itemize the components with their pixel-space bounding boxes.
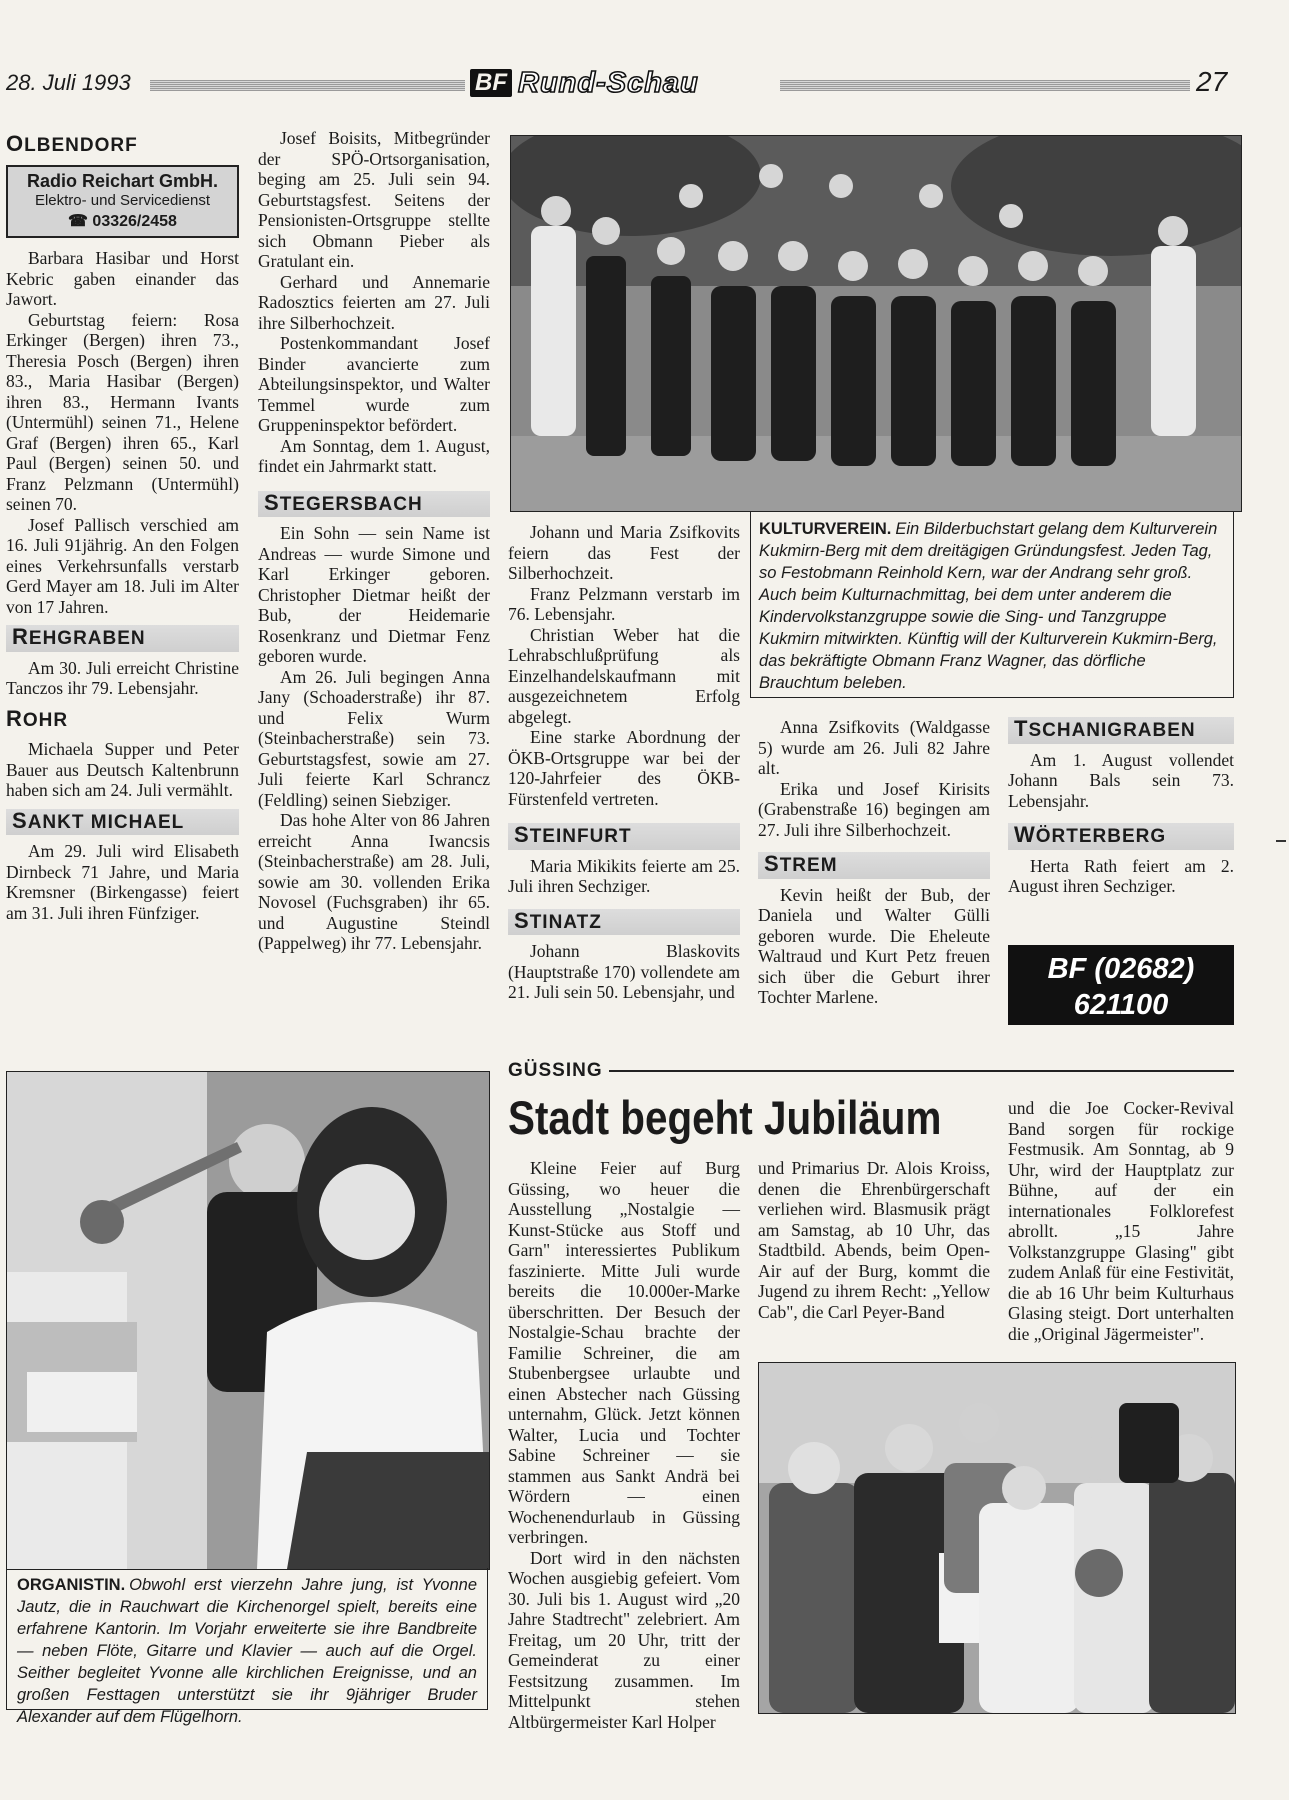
margin-mark [1276, 840, 1286, 842]
paragraph: Josef Pallisch verschied am 16. Juli 91jährig. An den Folgen eines Verkehrsunfalls verstarb Gerd Mayer am 18. Juli im Alter von 17 Jahren. [6, 514, 239, 617]
heading-sankt-michael: SANKT MICHAEL [6, 809, 239, 836]
bf-phone-box [1008, 945, 1234, 1025]
paragraph: Am 29. Juli wird Elisabeth Dirnbeck 71 Jahre, und Maria Kremsner (Birkengasse) feiert am 31. Juli ihren Fünfziger. [6, 841, 239, 923]
ad-radio-reichart [6, 165, 239, 239]
caption-lead: KULTURVEREIN. [759, 520, 892, 538]
column-1 [6, 128, 239, 923]
column-4 [758, 717, 990, 1008]
heading-olbendorf: OLBENDORF [6, 131, 138, 156]
guessing-kicker-row [508, 1060, 1234, 1082]
paragraph: und Primarius Dr. Alois Kroiss, denen die Ehrenbürgerschaft verliehen wird. Blasmusik prägt am Samstag, ab 10 Uhr, das Stadtbild. Abends, beim Open-Air auf der Burg, kommt die Jugend zu ihrem Recht: „Yellow Cab", die Carl Peyer-Band [758, 1158, 990, 1322]
ad-phone: 03326/2458 [92, 212, 177, 230]
column-3 [508, 522, 740, 1003]
heading-stegersbach: STEGERSBACH [258, 491, 490, 518]
guessing-photo-illustration [759, 1363, 1235, 1713]
paragraph: Am 26. Juli begingen Anna Jany (Schoaderstraße) ihr 87. und Felix Wurm (Steinbacherstraße) sein 73. Geburtstagsfest, sowie am 27. Juli feierte Karl Schrancz (Feldling) seinen Siebziger. [258, 666, 490, 810]
bf-phone-box-line2: 621100 [1073, 989, 1169, 1021]
column-2 [258, 128, 490, 954]
paragraph: Am Sonntag, dem 1. August, findet ein Jahrmarkt statt. [258, 435, 490, 476]
masthead-logo-bf: BF [470, 69, 512, 97]
paragraph: Kevin heißt der Bub, der Daniela und Walter Gülli geboren wurde. Die Eheleute Waltraud und Kurt Petz freuen sich über die Geburt ihrer Tochter Marlene. [758, 884, 990, 1007]
paragraph: Eine starke Abordnung der ÖKB-Ortsgruppe war bei der 120-Jahrfeier des ÖKB-Fürstenfeld vertreten. [508, 727, 740, 809]
photo-kulturverein [510, 135, 1242, 512]
photo-guessing [758, 1362, 1236, 1714]
organist-photo-illustration [7, 1072, 489, 1569]
paragraph: Barbara Hasibar und Horst Kebric gaben einander das Jawort. [6, 248, 239, 309]
masthead-logo-title: Rund-Schau [518, 66, 699, 99]
photo-organistin [6, 1071, 490, 1570]
guessing-column-c [1008, 1098, 1234, 1344]
caption-text: Ein Bilderbuchstart gelang dem Kulturverein Kukmirn-Berg mit dem dreitägigen Gründungsfest. Jeden Tag, so Festobmann Reinhold Kern, war der Andrang sehr groß. Auch beim Kulturnachmittag, bei dem unter anderem die Kindervolkstanzgruppe sowie die Sing- und Tanzgruppe Kukmirn mitwirkten. Künftig will der Kulturverein Kukmirn-Berg, das bekräftigte Obmann Franz Wagner, das dörfliche Brauchtum beleben. [759, 520, 1218, 692]
paragraph: Anna Zsifkovits (Waldgasse 5) wurde am 26. Juli 82 Jahre alt. [758, 717, 990, 778]
ad-name: Radio Reichart GmbH. [26, 170, 219, 191]
page-number: 27 [1196, 66, 1228, 97]
paragraph: Geburtstag feiern: Rosa Erkinger (Bergen) ihren 73., Theresia Posch (Bergen) ihren 83., Maria Hasibar (Bergen) ihren 83., Hermann Ivants (Untermühl) seinen 71., Helene Graf (Bergen) ihren 65., Karl Paul (Bergen) seinen 50. und Franz Pelzmann (Untermühl) seinen 70. [6, 309, 239, 514]
paragraph: Johann Blaskovits (Hauptstraße 170) vollendete am 21. Juli sein 50. Lebensjahr, und [508, 941, 740, 1002]
paragraph: Gerhard und Annemarie Radosztics feierten am 27. Juli ihre Silberhochzeit. [258, 271, 490, 333]
heading-steinfurt: STEINFURT [508, 823, 740, 850]
heading-strem: STREM [758, 852, 990, 879]
paragraph: Michaela Supper und Peter Bauer aus Deutsch Kaltenbrunn haben sich am 24. Juli vermählt. [6, 739, 239, 800]
paragraph: Am 30. Juli erreicht Christine Tanczos ihr 79. Lebensjahr. [6, 657, 239, 698]
guessing-column-a [508, 1158, 740, 1732]
paragraph: Dort wird in den nächsten Wochen ausgiebig gefeiert. Vom 30. Juli bis 1. August wird „20 Jahre Stadtrecht" zelebriert. Am Freitag, um 20 Uhr, tritt der Gemeinderat zu einer Festsitzung zusammen. Im Mittelpunkt stehen Altbürgermeister Karl Holper [508, 1547, 740, 1732]
column-5 [1008, 717, 1234, 897]
heading-woerterberg: WÖRTERBERG [1008, 823, 1234, 850]
guessing-column-b [758, 1158, 990, 1322]
caption-organistin [6, 1568, 488, 1726]
paragraph: Herta Rath feiert am 2. August ihren Sechziger. [1008, 855, 1234, 896]
paragraph: Erika und Josef Kirisits (Grabenstraße 16) begingen am 27. Juli ihre Silberhochzeit. [758, 778, 990, 840]
heading-stinatz: STINATZ [508, 909, 740, 936]
heading-rohr: ROHR [6, 705, 69, 731]
paragraph: Franz Pelzmann verstarb im 76. Lebensjahr. [508, 583, 740, 624]
paragraph: Kleine Feier auf Burg Güssing, wo heuer die Ausstellung „Nostalgie — Kunst-Stücke aus Stoff und Garn" interessiertes Publikum faszinierte. Mitte Juli wurde bereits die 10.000er-Marke überschritten. Der Besuch der Nostalgie-Schau brachte der Familie Schreiner, die am Stubenbergsee urlaubte und einen Abstecher nach Güssing unternahm, Glück. Jetzt können Walter, Lucia und Tochter Sabine Schreiner — sie stammen aus Sankt Andrä bei Wördern — einen Wochenendurlaub in Güssing verbringen. [508, 1158, 740, 1547]
kicker-rule [609, 1070, 1234, 1072]
article-kicker: GÜSSING [508, 1060, 603, 1081]
paragraph: Postenkommandant Josef Binder avancierte zum Abteilungsinspektor, und Walter Temmel wurde zum Gruppeninspektor befördert. [258, 333, 490, 435]
bf-phone-box-line1: BF (02682) [1047, 953, 1195, 985]
caption-kulturverein [750, 512, 1234, 698]
masthead-rule-right [780, 80, 1190, 91]
group-photo-illustration [511, 136, 1241, 511]
paragraph: Johann und Maria Zsifkovits feiern das Fest der Silberhochzeit. [508, 522, 740, 583]
masthead-logo [470, 66, 699, 100]
phone-icon: ☎ [68, 212, 93, 230]
paragraph: Ein Sohn — sein Name ist Andreas — wurde Simone und Karl Erkinger geboren. Christopher Dietmar heißt der Bub, der Heidemarie Rosenkranz und Dietmar Fenz geboren wurde. [258, 523, 490, 666]
paragraph: Das hohe Alter von 86 Jahren erreicht Anna Iwancsis (Steinbacherstraße) am 28. Juli, sowie am 30. vollenden Erika Novosel (Fuchsgraben) ihr 65. und Augustine Steindl (Pappelweg) ihr 77. Lebensjahr. [258, 810, 490, 953]
heading-rehgraben: REHGRABEN [6, 625, 239, 652]
caption-text: Obwohl erst vierzehn Jahre jung, ist Yvonne Jautz, die in Rauchwart die Kirchenorgel spielt, bereits eine erfahrene Kantorin. Im Vorjahr erweiterte sie ihre Bandbreite — neben Flöte, Gitarre und Klavier — auch auf die Orgel. Seither begleitet Yvonne alle kirchlichen Ereignisse, und an großen Festtagen unterstützt sie ihr 9jähriger Bruder Alexander auf dem Flügelhorn. [17, 1576, 477, 1726]
masthead-date: 28. Juli 1993 [6, 70, 131, 95]
caption-lead: ORGANISTIN. [17, 1576, 126, 1594]
masthead-rule-left [150, 80, 465, 91]
paragraph: und die Joe Cocker-Revival Band sorgen für rockige Festmusik. Am Sonntag, ab 9 Uhr, wird der Hauptplatz zur Bühne, auf der ein internationales Folklorefest abrollt. „15 Jahre Volkstanzgruppe Glasing" gibt zudem Anlaß für eine Festivität, die ab 16 Uhr beim Kulturhaus Glasing steigt. Dort unterhalten die „Original Jägermeister". [1008, 1098, 1234, 1344]
ad-line: Elektro- und Servicedienst [34, 192, 211, 209]
paragraph: Christian Weber hat die Lehrabschlußprüfung als Einzelhandelskaufmann mit ausgezeichnetem Erfolg abgelegt. [508, 624, 740, 727]
paragraph: Josef Boisits, Mitbegründer der SPÖ-Ortsorganisation, beging am 25. Juli sein 94. Geburtstagsfest. Seitens der Pensionisten-Ortsgruppe stellte sich Obmann Pieber als Gratulant ein. [258, 128, 490, 271]
heading-tschanigraben: TSCHANIGRABEN [1008, 717, 1234, 744]
paragraph: Maria Mikikits feierte am 25. Juli ihren Sechziger. [508, 855, 740, 896]
paragraph: Am 1. August vollendet Johann Bals sein 73. Lebensjahr. [1008, 749, 1234, 811]
article-headline: Stadt begeht Jubiläum [508, 1091, 942, 1144]
